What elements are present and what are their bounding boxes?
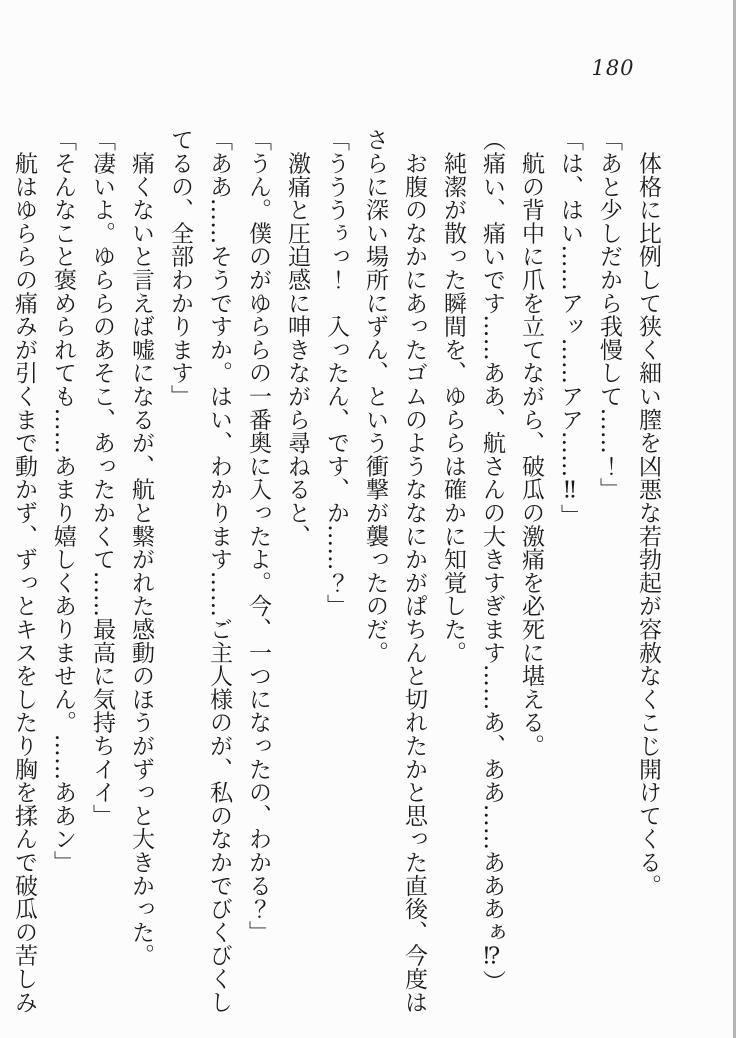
text-column: さらに深い場所にずん、という衝撃が襲ったのだ。 bbox=[362, 128, 388, 664]
text-column: お腹のなかにあったゴムのようななにかがぱちんと切れたかと思った直後、今度は bbox=[401, 128, 427, 1014]
text-column: 「うん。僕のがゆららの一番奥に入ったよ。今、一つになったの、わかる？」 bbox=[245, 128, 271, 944]
body-text-block bbox=[4, 128, 667, 1020]
text-column: 激痛と圧迫感に呻きながら尋ねると、 bbox=[284, 128, 310, 548]
text-column: 「あと少しだから我慢して……！」 bbox=[596, 128, 622, 501]
text-column: 航の背中に爪を立てながら、破瓜の激痛を必死に堪える。 bbox=[518, 128, 544, 758]
text-column: （痛い、痛いです……ああ、航さんの大きすぎます……あ、ああ……あああぁ⁉） bbox=[479, 128, 505, 994]
text-column: 純潔が散った瞬間を、ゆららは確かに知覚した。 bbox=[440, 128, 466, 664]
text-column: 航はゆららの痛みが引くまで動かず、ずっとキスをしたり胸を揉んで破瓜の苦しみ bbox=[11, 128, 37, 1014]
page-number: 180 bbox=[591, 56, 635, 80]
text-column: 「うううぅっ！ 入ったん、です、か……？」 bbox=[323, 128, 349, 618]
text-column: てるの、全部わかります」 bbox=[167, 128, 193, 408]
text-column: 「ああ……そうですか。はい、わかります……ご主人様のが、私のなかでびくびくし bbox=[206, 128, 232, 1014]
text-column: 「は、はい……アッ……アア……‼」 bbox=[557, 128, 583, 528]
text-column: 「そんなこと褒められても……あまり嬉しくありません。……ああン」 bbox=[50, 128, 76, 874]
text-column: 「凄いよ。ゆららのあそこ、あったかくて……最高に気持ちイイ」 bbox=[89, 128, 115, 827]
text-column: 体格に比例して狭く細い膣を凶悪な若勃起が容赦なくこじ開けてくる。 bbox=[635, 128, 661, 897]
text-column: 痛くないと言えば嘘になるが、航と繋がれた感動のほうがずっと大きかった。 bbox=[128, 128, 154, 967]
